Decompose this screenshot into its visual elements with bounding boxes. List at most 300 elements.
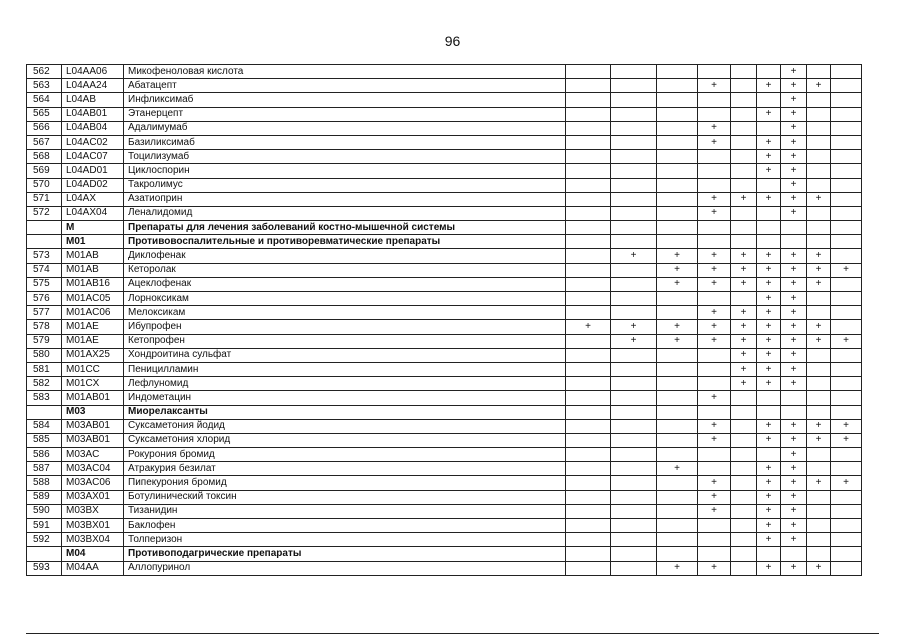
mark-cell-8 [807, 348, 831, 362]
row-number-cell: 585 [27, 433, 62, 447]
mark-cell-4: + [698, 306, 731, 320]
mark-cell-5 [731, 79, 757, 93]
mark-cell-5 [731, 164, 757, 178]
mark-cell-1 [566, 206, 611, 220]
mark-cell-4 [698, 547, 731, 561]
mark-cell-5 [731, 150, 757, 164]
mark-cell-9 [831, 292, 862, 306]
mark-cell-6: + [757, 519, 781, 533]
mark-cell-1: + [566, 320, 611, 334]
drug-name-cell: Базиликсимаб [124, 135, 566, 149]
mark-cell-3 [657, 490, 698, 504]
row-number-cell: 577 [27, 306, 62, 320]
mark-cell-5 [731, 561, 757, 575]
mark-cell-7: + [781, 334, 807, 348]
mark-cell-1 [566, 547, 611, 561]
mark-cell-1 [566, 292, 611, 306]
mark-cell-3: + [657, 277, 698, 291]
drug-name-cell: Суксаметония хлорид [124, 433, 566, 447]
row-number-cell: 591 [27, 519, 62, 533]
drug-name-cell: Такролимус [124, 178, 566, 192]
mark-cell-9 [831, 192, 862, 206]
mark-cell-8 [807, 107, 831, 121]
mark-cell-3 [657, 377, 698, 391]
mark-cell-4 [698, 150, 731, 164]
mark-cell-2 [611, 277, 657, 291]
mark-cell-7: + [781, 192, 807, 206]
row-number-cell: 563 [27, 79, 62, 93]
mark-cell-6 [757, 206, 781, 220]
atc-code-cell: L04AB04 [62, 121, 124, 135]
atc-code-cell: M01CC [62, 362, 124, 376]
mark-cell-4: + [698, 391, 731, 405]
mark-cell-8 [807, 164, 831, 178]
mark-cell-6: + [757, 263, 781, 277]
table-row [27, 249, 862, 263]
mark-cell-4: + [698, 135, 731, 149]
mark-cell-3 [657, 433, 698, 447]
mark-cell-1 [566, 348, 611, 362]
mark-cell-2 [611, 448, 657, 462]
mark-cell-8 [807, 405, 831, 419]
row-number-cell: 586 [27, 448, 62, 462]
row-number-cell: 587 [27, 462, 62, 476]
row-number-cell: 581 [27, 362, 62, 376]
drug-name-cell: Азатиоприн [124, 192, 566, 206]
drug-name-cell: Лефлуномид [124, 377, 566, 391]
mark-cell-9 [831, 519, 862, 533]
mark-cell-2 [611, 533, 657, 547]
mark-cell-2 [611, 377, 657, 391]
mark-cell-3 [657, 178, 698, 192]
drug-name-cell: Лорноксикам [124, 292, 566, 306]
mark-cell-9: + [831, 433, 862, 447]
mark-cell-2 [611, 178, 657, 192]
mark-cell-7: + [781, 519, 807, 533]
mark-cell-7: + [781, 490, 807, 504]
mark-cell-6 [757, 221, 781, 235]
mark-cell-3 [657, 419, 698, 433]
mark-cell-8: + [807, 433, 831, 447]
mark-cell-4: + [698, 79, 731, 93]
row-number-cell: 575 [27, 277, 62, 291]
mark-cell-6: + [757, 462, 781, 476]
mark-cell-1 [566, 277, 611, 291]
mark-cell-8 [807, 221, 831, 235]
mark-cell-7: + [781, 65, 807, 79]
drug-name-cell: Тизанидин [124, 504, 566, 518]
drug-name-cell: Толперизон [124, 533, 566, 547]
mark-cell-4: + [698, 249, 731, 263]
mark-cell-9 [831, 178, 862, 192]
mark-cell-7 [781, 405, 807, 419]
mark-cell-6: + [757, 561, 781, 575]
mark-cell-4: + [698, 419, 731, 433]
mark-cell-8 [807, 391, 831, 405]
row-number-cell: 566 [27, 121, 62, 135]
mark-cell-7: + [781, 419, 807, 433]
mark-cell-8 [807, 504, 831, 518]
table-row [27, 561, 862, 575]
row-number-cell: 580 [27, 348, 62, 362]
mark-cell-9 [831, 561, 862, 575]
atc-code-cell: L04AD02 [62, 178, 124, 192]
mark-cell-7: + [781, 561, 807, 575]
drug-name-cell: Индометацин [124, 391, 566, 405]
mark-cell-4: + [698, 334, 731, 348]
mark-cell-2 [611, 348, 657, 362]
mark-cell-4 [698, 164, 731, 178]
atc-code-cell: M03AX01 [62, 490, 124, 504]
mark-cell-2: + [611, 320, 657, 334]
group-header-row [27, 405, 862, 419]
mark-cell-6: + [757, 533, 781, 547]
mark-cell-1 [566, 362, 611, 376]
mark-cell-9 [831, 348, 862, 362]
row-number-cell: 565 [27, 107, 62, 121]
mark-cell-6: + [757, 249, 781, 263]
mark-cell-5 [731, 519, 757, 533]
mark-cell-9 [831, 93, 862, 107]
drug-name-cell: Кетопрофен [124, 334, 566, 348]
mark-cell-4: + [698, 192, 731, 206]
mark-cell-1 [566, 135, 611, 149]
mark-cell-5 [731, 462, 757, 476]
mark-cell-2 [611, 79, 657, 93]
table-row [27, 135, 862, 149]
atc-code-cell: M03 [62, 405, 124, 419]
mark-cell-7: + [781, 178, 807, 192]
row-number-cell: 583 [27, 391, 62, 405]
mark-cell-2 [611, 504, 657, 518]
mark-cell-5: + [731, 277, 757, 291]
mark-cell-2 [611, 65, 657, 79]
mark-cell-5 [731, 391, 757, 405]
table-row [27, 93, 862, 107]
mark-cell-1 [566, 462, 611, 476]
row-number-cell: 582 [27, 377, 62, 391]
mark-cell-9 [831, 547, 862, 561]
mark-cell-2 [611, 263, 657, 277]
group-header-row [27, 547, 862, 561]
mark-cell-2 [611, 462, 657, 476]
mark-cell-3 [657, 448, 698, 462]
mark-cell-2 [611, 362, 657, 376]
mark-cell-5 [731, 292, 757, 306]
row-number-cell: 569 [27, 164, 62, 178]
mark-cell-7: + [781, 79, 807, 93]
mark-cell-7: + [781, 504, 807, 518]
table-row [27, 150, 862, 164]
mark-cell-8: + [807, 79, 831, 93]
atc-code-cell: L04AD01 [62, 164, 124, 178]
mark-cell-4 [698, 93, 731, 107]
atc-code-cell: L04AA24 [62, 79, 124, 93]
drug-name-cell: Противовоспалительные и противоревматические препараты [124, 235, 566, 249]
row-number-cell: 571 [27, 192, 62, 206]
mark-cell-8 [807, 448, 831, 462]
mark-cell-8 [807, 135, 831, 149]
drug-name-cell: Циклоспорин [124, 164, 566, 178]
mark-cell-2 [611, 107, 657, 121]
mark-cell-7 [781, 391, 807, 405]
mark-cell-5: + [731, 192, 757, 206]
mark-cell-2 [611, 164, 657, 178]
mark-cell-4: + [698, 263, 731, 277]
mark-cell-1 [566, 519, 611, 533]
mark-cell-1 [566, 107, 611, 121]
mark-cell-9 [831, 164, 862, 178]
mark-cell-6: + [757, 419, 781, 433]
mark-cell-5 [731, 476, 757, 490]
table-row [27, 391, 862, 405]
mark-cell-7: + [781, 135, 807, 149]
row-number-cell: 564 [27, 93, 62, 107]
atc-code-cell: M03BX [62, 504, 124, 518]
mark-cell-7: + [781, 93, 807, 107]
mark-cell-2 [611, 547, 657, 561]
drug-name-cell: Мелоксикам [124, 306, 566, 320]
mark-cell-2 [611, 221, 657, 235]
mark-cell-5 [731, 221, 757, 235]
atc-code-cell: M01AB [62, 249, 124, 263]
table-row [27, 476, 862, 490]
mark-cell-4: + [698, 433, 731, 447]
drug-name-cell: Ибупрофен [124, 320, 566, 334]
mark-cell-3 [657, 135, 698, 149]
mark-cell-3: + [657, 249, 698, 263]
mark-cell-7: + [781, 277, 807, 291]
table-row [27, 263, 862, 277]
mark-cell-2 [611, 405, 657, 419]
mark-cell-6: + [757, 277, 781, 291]
mark-cell-5 [731, 135, 757, 149]
drug-name-cell: Миорелаксанты [124, 405, 566, 419]
mark-cell-1 [566, 65, 611, 79]
row-number-cell: 589 [27, 490, 62, 504]
drug-name-cell: Противоподагрические препараты [124, 547, 566, 561]
atc-code-cell: M04AA [62, 561, 124, 575]
table-row [27, 334, 862, 348]
table-row [27, 206, 862, 220]
mark-cell-7: + [781, 263, 807, 277]
mark-cell-5: + [731, 263, 757, 277]
drug-name-cell: Абатацепт [124, 79, 566, 93]
table-row [27, 419, 862, 433]
atc-code-cell: M01AB16 [62, 277, 124, 291]
mark-cell-4 [698, 405, 731, 419]
mark-cell-8: + [807, 249, 831, 263]
mark-cell-6: + [757, 150, 781, 164]
atc-code-cell: L04AC02 [62, 135, 124, 149]
mark-cell-2 [611, 391, 657, 405]
drug-name-cell: Атракурия безилат [124, 462, 566, 476]
mark-cell-7: + [781, 433, 807, 447]
mark-cell-7: + [781, 306, 807, 320]
drug-name-cell: Аллопуринол [124, 561, 566, 575]
atc-code-cell: M01AB01 [62, 391, 124, 405]
mark-cell-7 [781, 221, 807, 235]
page-number: 96 [444, 33, 461, 49]
mark-cell-7: + [781, 107, 807, 121]
mark-cell-7: + [781, 448, 807, 462]
mark-cell-6: + [757, 377, 781, 391]
atc-code-cell: M03AC04 [62, 462, 124, 476]
mark-cell-4 [698, 377, 731, 391]
row-number-cell: 590 [27, 504, 62, 518]
mark-cell-2 [611, 121, 657, 135]
mark-cell-1 [566, 306, 611, 320]
mark-cell-9 [831, 121, 862, 135]
mark-cell-9 [831, 221, 862, 235]
drug-name-cell: Этанерцепт [124, 107, 566, 121]
mark-cell-8: + [807, 277, 831, 291]
mark-cell-3 [657, 391, 698, 405]
mark-cell-5 [731, 433, 757, 447]
mark-cell-6: + [757, 433, 781, 447]
mark-cell-6 [757, 391, 781, 405]
table-row [27, 519, 862, 533]
mark-cell-7: + [781, 164, 807, 178]
mark-cell-7: + [781, 462, 807, 476]
row-number-cell: 570 [27, 178, 62, 192]
mark-cell-6 [757, 121, 781, 135]
table-row [27, 178, 862, 192]
mark-cell-4 [698, 533, 731, 547]
table-row [27, 320, 862, 334]
row-number-cell: 579 [27, 334, 62, 348]
mark-cell-5: + [731, 334, 757, 348]
mark-cell-7: + [781, 362, 807, 376]
mark-cell-3 [657, 504, 698, 518]
mark-cell-1 [566, 433, 611, 447]
mark-cell-6: + [757, 476, 781, 490]
drug-name-cell: Диклофенак [124, 249, 566, 263]
mark-cell-4 [698, 235, 731, 249]
mark-cell-8 [807, 93, 831, 107]
atc-code-cell: M01AE [62, 320, 124, 334]
group-header-row [27, 221, 862, 235]
mark-cell-3 [657, 206, 698, 220]
mark-cell-9 [831, 533, 862, 547]
mark-cell-8: + [807, 263, 831, 277]
mark-cell-1 [566, 235, 611, 249]
drug-name-cell: Суксаметония йодид [124, 419, 566, 433]
drug-name-cell: Пеницилламин [124, 362, 566, 376]
mark-cell-5 [731, 533, 757, 547]
table-row [27, 448, 862, 462]
mark-cell-1 [566, 121, 611, 135]
drug-name-cell: Баклофен [124, 519, 566, 533]
mark-cell-9 [831, 320, 862, 334]
mark-cell-6 [757, 178, 781, 192]
table-row [27, 164, 862, 178]
row-number-cell: 588 [27, 476, 62, 490]
mark-cell-1 [566, 164, 611, 178]
atc-code-cell: M01AC05 [62, 292, 124, 306]
mark-cell-6 [757, 93, 781, 107]
table-row [27, 533, 862, 547]
drug-name-cell: Кеторолак [124, 263, 566, 277]
mark-cell-4: + [698, 504, 731, 518]
mark-cell-8 [807, 65, 831, 79]
mark-cell-5 [731, 490, 757, 504]
mark-cell-7: + [781, 377, 807, 391]
mark-cell-4 [698, 519, 731, 533]
table-body [27, 65, 862, 576]
atc-code-cell: M03BX04 [62, 533, 124, 547]
footer-rule [26, 633, 879, 634]
mark-cell-3 [657, 476, 698, 490]
atc-code-cell: M01CX [62, 377, 124, 391]
mark-cell-4 [698, 221, 731, 235]
mark-cell-4 [698, 178, 731, 192]
mark-cell-3 [657, 348, 698, 362]
drug-name-cell: Тоцилизумаб [124, 150, 566, 164]
mark-cell-9: + [831, 419, 862, 433]
mark-cell-1 [566, 391, 611, 405]
drug-name-cell: Леналидомид [124, 206, 566, 220]
mark-cell-1 [566, 448, 611, 462]
mark-cell-5 [731, 547, 757, 561]
mark-cell-1 [566, 405, 611, 419]
atc-code-cell: L04AX04 [62, 206, 124, 220]
mark-cell-4: + [698, 476, 731, 490]
mark-cell-8 [807, 377, 831, 391]
drug-name-cell: Пипекурония бромид [124, 476, 566, 490]
mark-cell-7: + [781, 206, 807, 220]
atc-code-cell: M01AB [62, 263, 124, 277]
mark-cell-5: + [731, 306, 757, 320]
mark-cell-9 [831, 206, 862, 220]
mark-cell-7: + [781, 348, 807, 362]
atc-code-cell: L04AA06 [62, 65, 124, 79]
mark-cell-5: + [731, 249, 757, 263]
mark-cell-2 [611, 519, 657, 533]
atc-code-cell: M03AC06 [62, 476, 124, 490]
table-row [27, 292, 862, 306]
mark-cell-1 [566, 263, 611, 277]
row-number-cell: 593 [27, 561, 62, 575]
mark-cell-9 [831, 448, 862, 462]
atc-code-cell: M03AC [62, 448, 124, 462]
mark-cell-6 [757, 235, 781, 249]
atc-code-cell: M01 [62, 235, 124, 249]
group-header-row [27, 235, 862, 249]
mark-cell-9 [831, 135, 862, 149]
mark-cell-4: + [698, 121, 731, 135]
table-row [27, 65, 862, 79]
atc-code-cell: M03BX01 [62, 519, 124, 533]
mark-cell-6: + [757, 164, 781, 178]
mark-cell-5: + [731, 377, 757, 391]
mark-cell-3: + [657, 462, 698, 476]
mark-cell-1 [566, 377, 611, 391]
mark-cell-4: + [698, 277, 731, 291]
mark-cell-8: + [807, 561, 831, 575]
mark-cell-3 [657, 65, 698, 79]
mark-cell-5 [731, 405, 757, 419]
drug-name-cell: Хондроитина сульфат [124, 348, 566, 362]
mark-cell-1 [566, 334, 611, 348]
mark-cell-7: + [781, 320, 807, 334]
mark-cell-3 [657, 150, 698, 164]
mark-cell-4 [698, 292, 731, 306]
mark-cell-6: + [757, 192, 781, 206]
table-row [27, 277, 862, 291]
mark-cell-1 [566, 504, 611, 518]
mark-cell-9 [831, 150, 862, 164]
